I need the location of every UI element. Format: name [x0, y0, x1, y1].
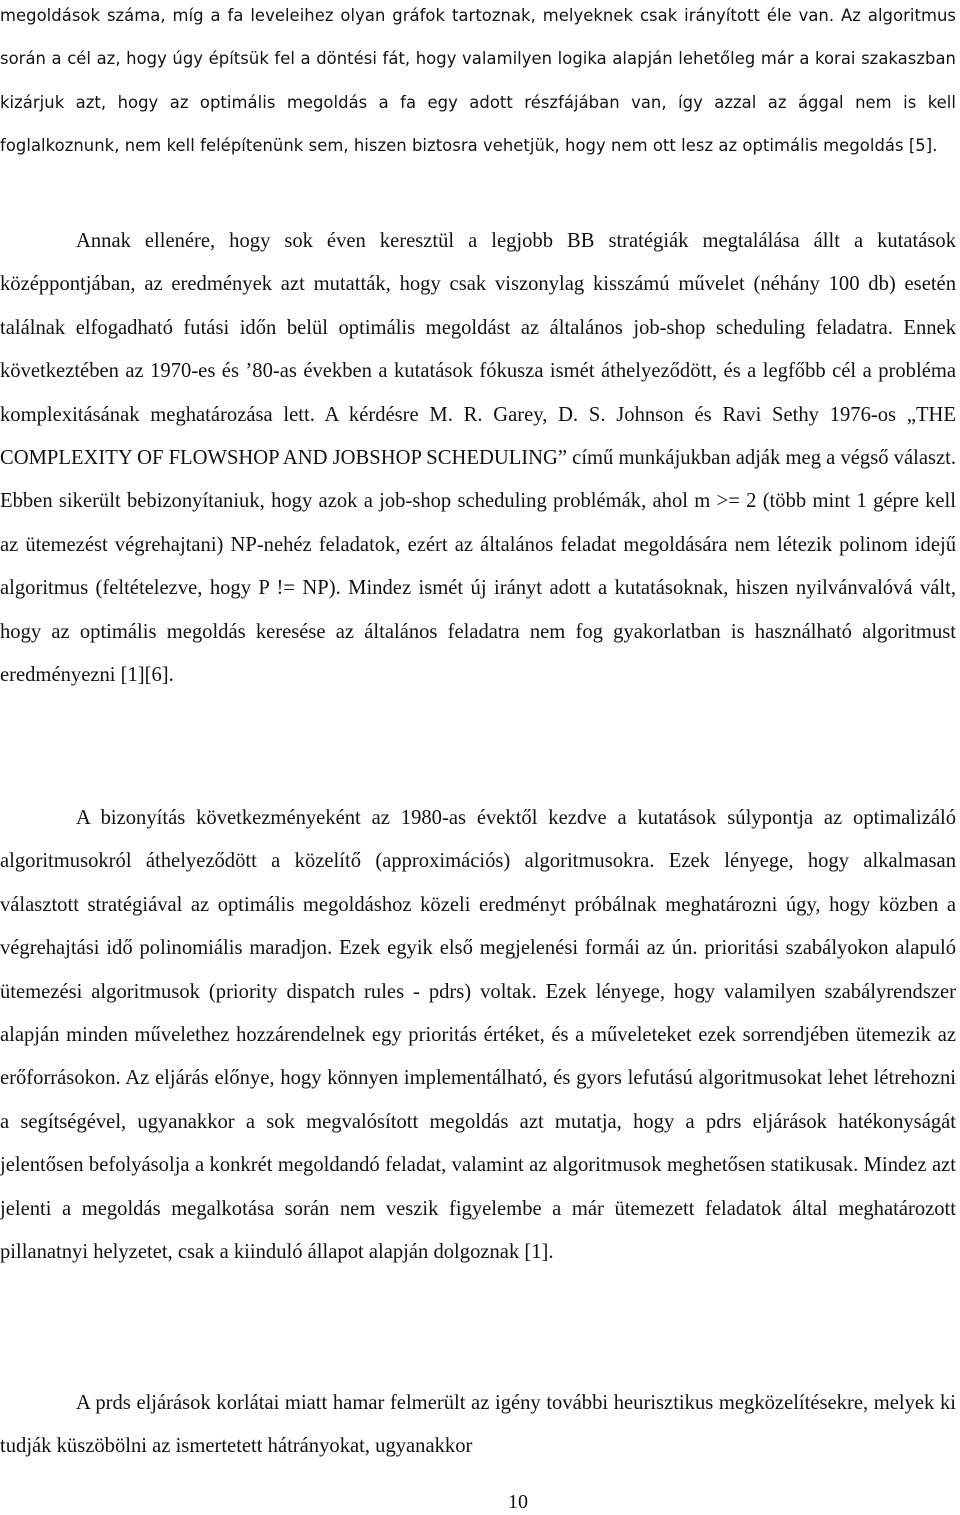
page-number: 10: [508, 1491, 528, 1513]
paragraph-3: A bizonyítás következményeként az 1980-as évektől kezdve a kutatások súlypontja az optimalizáló algoritmusokról áthelyeződött a közelítő (approximációs) algoritmusokra. Ezek lényege, hogy alkalmasan választott stratégiával az optimális megoldáshoz közeli eredményt próbálnak meghatározni úgy, hogy közben a végrehajtási idő polinomiális maradjon. Ezek egyik első megjelenési formái az ún. prioritási szabályokon alapuló ütemezési algoritmusok (priority dispatch rules - pdrs) voltak. Ezek lényege, hogy valamilyen szabályrendszer alapján minden művelethez hozzárendelnek egy prioritás értéket, és a műveleteket ezek sorrendjében ütemezik az erőforrásokon. Az eljárás előnye, hogy könnyen implementálható, és gyors lefutású algoritmusokat lehet létrehozni a segítségével, ugyanakkor a sok megvalósított megoldás azt mutatja, hogy a pdrs eljárások hatékonyságát jelentősen befolyásolja a konkrét megoldandó feladat, valamint az algoritmusok meghetősen statikusak. Mindez azt jelenti a megoldás megalkotása során nem veszik figyelembe a már ütemezett feladatok által meghatározott pillanatnyi helyzetet, csak a kiinduló állapot alapján dolgoznak [1].: [0, 807, 956, 1264]
paragraph-2: Annak ellenére, hogy sok éven keresztül a legjobb BB stratégiák megtalálása állt a kutatások középpontjában, az eredmények azt mutatták, hogy csak viszonylag kisszámú művelet (néhány 100 db) esetén találnak elfogadható futási időn belül optimális megoldást az általános job-shop scheduling feladatra. Ennek következtében az 1970-es és ’80-as években a kutatások fókusza ismét áthelyeződött, és a legfőbb cél a probléma komplexitásának meghatározása lett. A kérdésre M. R. Garey, D. S. Johnson és Ravi Sethy 1976-os „THE COMPLEXITY OF FLOWSHOP AND JOBSHOP SCHEDULING” című munkájukban adják meg a végső választ. Ebben sikerült bebizonyítaniuk, hogy azok a job-shop scheduling problémák, ahol m >= 2 (több mint 1 gépre kell az ütemezést végrehajtani) NP-nehéz feladatok, ezért az általános feladat megoldására nem létezik polinom idejű algoritmus (feltételezve, hogy P != NP). Mindez ismét új irányt adott a kutatásoknak, hiszen nyilvánvalóvá vált, hogy az optimális megoldás keresése az általános feladatra nem fog gyakorlatban is használható algoritmust eredményezni [1][6].: [0, 230, 956, 687]
paragraph-1: megoldások száma, míg a fa leveleihez olyan gráfok tartoznak, melyeknek csak irányított éle van. Az algoritmus során a cél az, hogy úgy építsük fel a döntési fát, hogy valamilyen logika alapján lehetőleg már a korai szakaszban kizárjuk azt, hogy az optimális megoldás a fa egy adott részfájában van, így azzal az ággal nem is kell foglalkoznunk, nem kell felépítenünk sem, hiszen biztosra vehetjük, hogy nem ott lesz az optimális megoldás [5].: [0, 6, 956, 156]
paragraph-4: A prds eljárások korlátai miatt hamar felmerült az igény további heurisztikus megközelítésekre, melyek ki tudják küszöbölni az ismertetett hátrányokat, ugyanakkor: [0, 1392, 956, 1458]
